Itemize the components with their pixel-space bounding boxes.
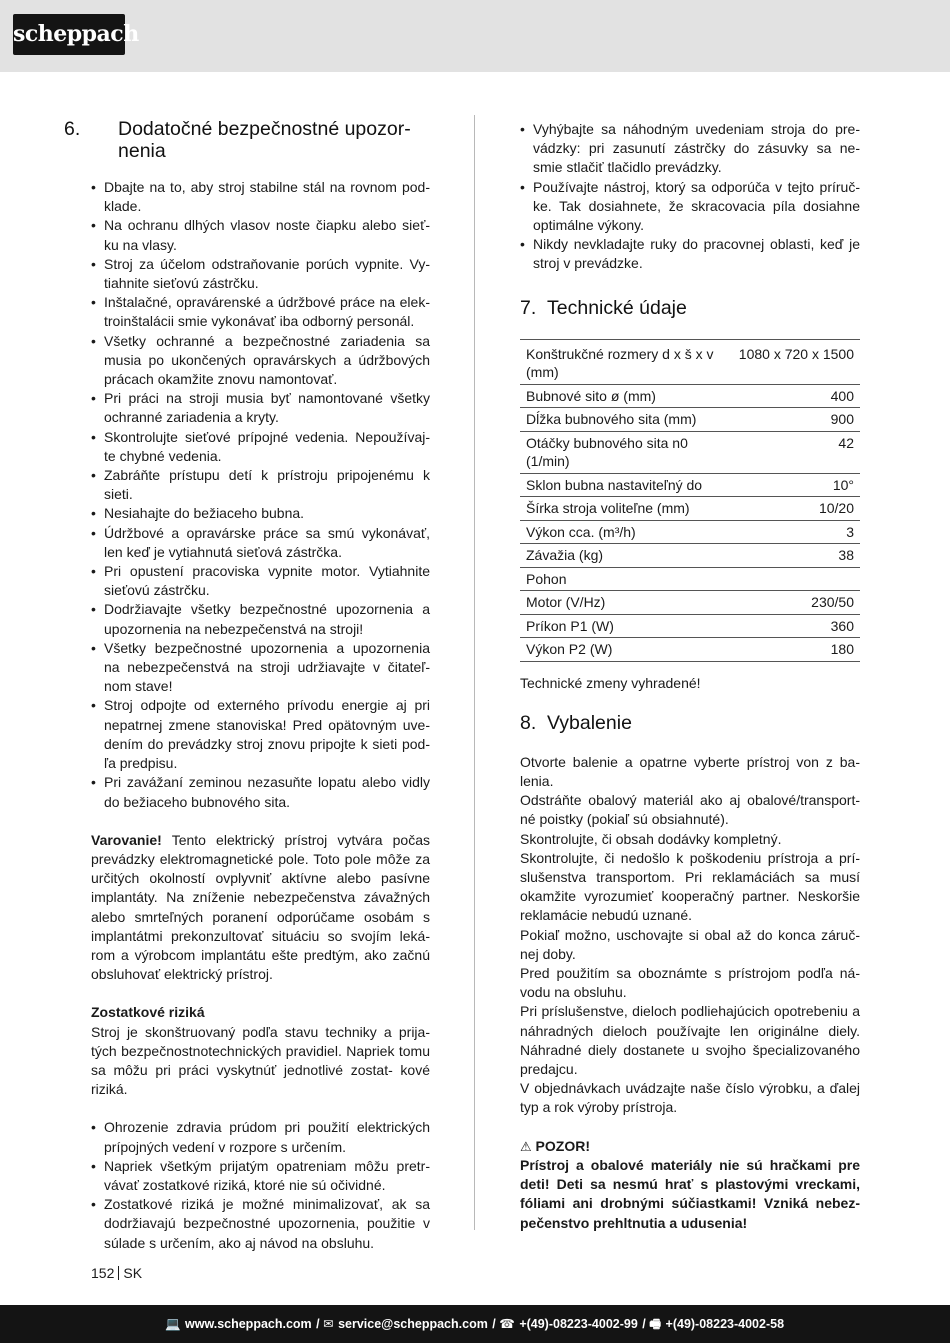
email-link[interactable]: service@scheppach.com xyxy=(338,1317,488,1331)
right-column xyxy=(520,120,860,1233)
section-number: 7. xyxy=(520,296,537,319)
section-title: Dodatočné bezpečnostné upozor- nenia xyxy=(118,118,411,162)
spec-label: Sklon bubna nastaviteľný do xyxy=(520,473,733,497)
bullet-item: • Pri práci na stroji musia byť namontované všetky ochranné zariadenia a kryty. xyxy=(91,389,430,427)
spec-label: Pohon xyxy=(520,567,733,591)
bullet-item: • Pri opustení pracoviska vypnite motor. Vytiahnite sieťovú zástrčku. xyxy=(91,562,430,600)
spec-label: Závažia (kg) xyxy=(520,544,733,568)
website-link[interactable]: www.scheppach.com xyxy=(185,1317,312,1331)
spec-row xyxy=(520,614,860,638)
bullet-item: • Pri zavážaní zeminou nezasuňte lopatu alebo vidly do bežiaceho bubnového sita. xyxy=(91,773,430,811)
bullet-item: • Všetky ochranné a bezpečnostné zariadenia sa musia po ukončených opravárskych a údržbových prácach okamžite znovu namontovať. xyxy=(91,332,430,390)
section-title: Vybalenie xyxy=(547,711,632,734)
left-column xyxy=(64,118,430,1253)
spec-row xyxy=(520,567,860,591)
unpacking-paragraph: Skontrolujte, či obsah dodávky kompletný. xyxy=(520,830,782,847)
spec-value: 230/50 xyxy=(733,591,860,615)
spec-row xyxy=(520,638,860,662)
warning-label: Varovanie! xyxy=(91,831,162,848)
spec-row xyxy=(520,520,860,544)
bullet-item: • Zostatkové riziká je možné minimalizovať, ak sa dodržiavajú bezpečnostné upozornenia, použitie v súlade s určením, ako aj návod na obsluhu. xyxy=(91,1195,430,1253)
residual-bullet-list xyxy=(91,1118,430,1252)
spec-row xyxy=(520,544,860,568)
spec-row xyxy=(520,497,860,521)
bullet-item: • Nesiahajte do bežiaceho bubna. xyxy=(91,504,430,523)
spec-row xyxy=(520,591,860,615)
warning-triangle-icon: ⚠ xyxy=(520,1138,532,1154)
bullet-item: • Dodržiavajte všetky bezpečnostné upozornenia a upozornenia na nebezpečenstvá na stroji! xyxy=(91,600,430,638)
section-7-heading xyxy=(520,297,860,319)
spec-value: 360 xyxy=(733,614,860,638)
scheppach-logo: scheppach xyxy=(13,14,125,55)
spec-value: 3 xyxy=(733,520,860,544)
unpacking-paragraph: Pokiaľ možno, uschovajte si obal až do konca záruč- nej doby. xyxy=(520,926,860,962)
residual-risks-text: Stroj je skonštruovaný podľa stavu techniky a prija- tých bezpečnostnotechnických pravidiel. Napriek tomu sa môžu pri práci vyskytnúť jednotlivé zostat- kové riziká. xyxy=(91,1023,430,1098)
spec-label: Dĺžka bubnového sita (mm) xyxy=(520,408,733,432)
unpacking-paragraph: Odstráňte obalový materiál ako aj obalové/transport- né poistky (pokiaľ sú obsiahnuté). xyxy=(520,792,860,828)
bullet-item: • Inštalačné, opravárenské a údržbové práce na elek- troinštalácii smie vykonávať iba odborný personál. xyxy=(91,293,430,331)
unpacking-paragraph: Pred použitím sa oboznámte s prístrojom podľa ná- vodu na obsluhu. xyxy=(520,965,860,1001)
unpacking-paragraph: Pri príslušenstve, dieloch podliehajúcich opotrebeniu a náhradných dieloch používajte len originálne diely. Náhradné diely dostanete u svojho špecializovaného predajcu. xyxy=(520,1003,860,1078)
spec-row xyxy=(520,384,860,408)
spec-row xyxy=(520,408,860,432)
spec-value: 10/20 xyxy=(733,497,860,521)
spec-row xyxy=(520,431,860,473)
column-divider xyxy=(474,115,475,1230)
spec-value: 400 xyxy=(733,384,860,408)
spec-label: Bubnové sito ø (mm) xyxy=(520,384,733,408)
bullet-item: • Všetky bezpečnostné upozornenia a upozornenia na nebezpečenstvá na stroji udržiavajte v čitateľ- nom stave! xyxy=(91,639,430,697)
section-6-heading xyxy=(64,118,430,162)
operation-bullet-list xyxy=(520,120,860,274)
spec-label: Príkon P1 (W) xyxy=(520,614,733,638)
phone-icon: ☎ xyxy=(499,1317,515,1331)
bullet-item: • Používajte nástroj, ktorý sa odporúča v tejto príruč- ke. Tak dosiahnete, že skracovacia píla dosiahne optimálne výkony. xyxy=(520,178,860,236)
spec-value: 1080 x 720 x 1500 xyxy=(733,339,860,384)
caution-heading xyxy=(520,1137,860,1156)
residual-risks-title: Zostatkové riziká xyxy=(91,1004,205,1021)
spec-label: Šírka stroja voliteľne (mm) xyxy=(520,497,733,521)
spec-label: Konštrukčné rozmery d x š x v (mm) xyxy=(520,339,733,384)
warning-paragraph xyxy=(91,831,430,985)
header-bar xyxy=(0,0,950,72)
spec-label: Motor (V/Hz) xyxy=(520,591,733,615)
spec-value: 38 xyxy=(733,544,860,568)
bullet-item: • Na ochranu dlhých vlasov noste čiapku alebo sieť- ku na vlasy. xyxy=(91,216,430,254)
computer-icon: 💻 xyxy=(164,1317,181,1331)
technical-data-table xyxy=(520,339,860,662)
bullet-item: • Napriek všetkým prijatým opatreniam môžu pretr- vávať zostatkové riziká, ktoré nie sú očividné. xyxy=(91,1157,430,1195)
spec-row xyxy=(520,473,860,497)
spec-value: 10° xyxy=(733,473,860,497)
bullet-item: • Zabráňte prístupu detí k prístroju pripojenému k sieti. xyxy=(91,466,430,504)
fax-number: +(49)-08223-4002-58 xyxy=(665,1317,785,1331)
mail-icon: ✉ xyxy=(323,1317,334,1331)
caution-text: Prístroj a obalové materiály nie sú hračkami pre deti! Deti sa nesmú hrať s plastovými vreckami, fóliami ani drobnými súčiastkami! Vzniká nebez- pečenstvo prehltnutia a udusenia! xyxy=(520,1156,860,1231)
section-number: 8. xyxy=(520,711,537,734)
page-footer xyxy=(91,1265,142,1281)
unpacking-paragraph: Otvorte balenie a opatrne vyberte prístroj von z ba- lenia. xyxy=(520,753,860,790)
spec-value xyxy=(733,567,860,591)
language-code: SK xyxy=(123,1265,143,1281)
page-number: 152 xyxy=(91,1265,115,1281)
bullet-item: • Údržbové a opravárske práce sa smú vykonávať, len keď je vytiahnutá sieťová zástrčka. xyxy=(91,524,430,562)
unpacking-text xyxy=(520,753,860,1118)
footer-separator xyxy=(118,1266,119,1280)
bullet-item: • Ohrozenie zdravia prúdom pri použití elektrických prípojných vedení v rozpore s určením. xyxy=(91,1118,430,1156)
contact-bar: 💻 www.scheppach.com / ✉ service@scheppach.com / ☎ +(49)-08223-4002-99 / 🖷 +(49)-08223-4002-58 xyxy=(0,1305,950,1343)
spec-label: Výkon cca. (m³/h) xyxy=(520,520,733,544)
section-8-heading xyxy=(520,712,860,734)
technical-note: Technické zmeny vyhradené! xyxy=(520,674,701,691)
bullet-item: • Dbajte na to, aby stroj stabilne stál na rovnom pod- klade. xyxy=(91,178,430,216)
section-title: Technické údaje xyxy=(547,296,687,319)
bullet-item: • Vyhýbajte sa náhodným uvedeniam stroja do pre- vádzky: pri zasunutí zástrčky do zásuvky sa ne- smie stlačiť tlačidlo prevádzky. xyxy=(520,120,860,178)
bullet-item: • Stroj odpojte od externého prívodu energie aj pri nepatrnej zmene stanoviska! Pred opätovným uve- dením do prevádzky stroj znovu pripojte k sieti pod- ľa predpisu. xyxy=(91,696,430,773)
spec-value: 42 xyxy=(733,431,860,473)
bullet-item: • Skontrolujte sieťové prípojné vedenia. Nepoužívaj- te chybné vedenia. xyxy=(91,428,430,466)
section-number: 6. xyxy=(64,118,81,140)
bullet-item: • Stroj za účelom odstraňovanie porúch vypnite. Vy- tiahnite sieťovú zástrčku. xyxy=(91,255,430,293)
unpacking-paragraph: Skontrolujte, či nedošlo k poškodeniu prístroja a prí- slušenstva transportom. Pri reklamáciách sa musí okamžite vyrozumieť kooperačný partner. Neskoršie reklamácie nebudú uznané. xyxy=(520,849,860,924)
safety-bullet-list xyxy=(91,178,430,812)
bullet-item: • Nikdy nevkladajte ruky do pracovnej oblasti, keď je stroj v prevádzke. xyxy=(520,235,860,273)
phone-number: +(49)-08223-4002-99 xyxy=(519,1317,638,1331)
caution-label: POZOR! xyxy=(535,1137,590,1154)
spec-value: 900 xyxy=(733,408,860,432)
spec-row xyxy=(520,339,860,384)
fax-icon: 🖷 xyxy=(649,1317,662,1331)
spec-label: Otáčky bubnového sita n0 (1/min) xyxy=(520,431,733,473)
warning-text: Tento elektrický prístroj vytvára počas prevádzky elektromagnetické pole. Toto pole môže za určitých okolností ovplyvniť aktívne alebo pasívne implantáty. Na zníženie nebezpečenstva závažných alebo smrteľných poranení odporúčame osobám s implantátmi prekonzultovať situáciu so svojím leká- rom a výrobcom implantátu ešte predtým, ako začnú obsluhovať elektrický prístroj. xyxy=(91,831,430,983)
spec-value: 180 xyxy=(733,638,860,662)
unpacking-paragraph: V objednávkach uvádzajte naše číslo výrobku, a ďalej typ a rok výroby prístroja. xyxy=(520,1080,860,1116)
spec-label: Výkon P2 (W) xyxy=(520,638,733,662)
